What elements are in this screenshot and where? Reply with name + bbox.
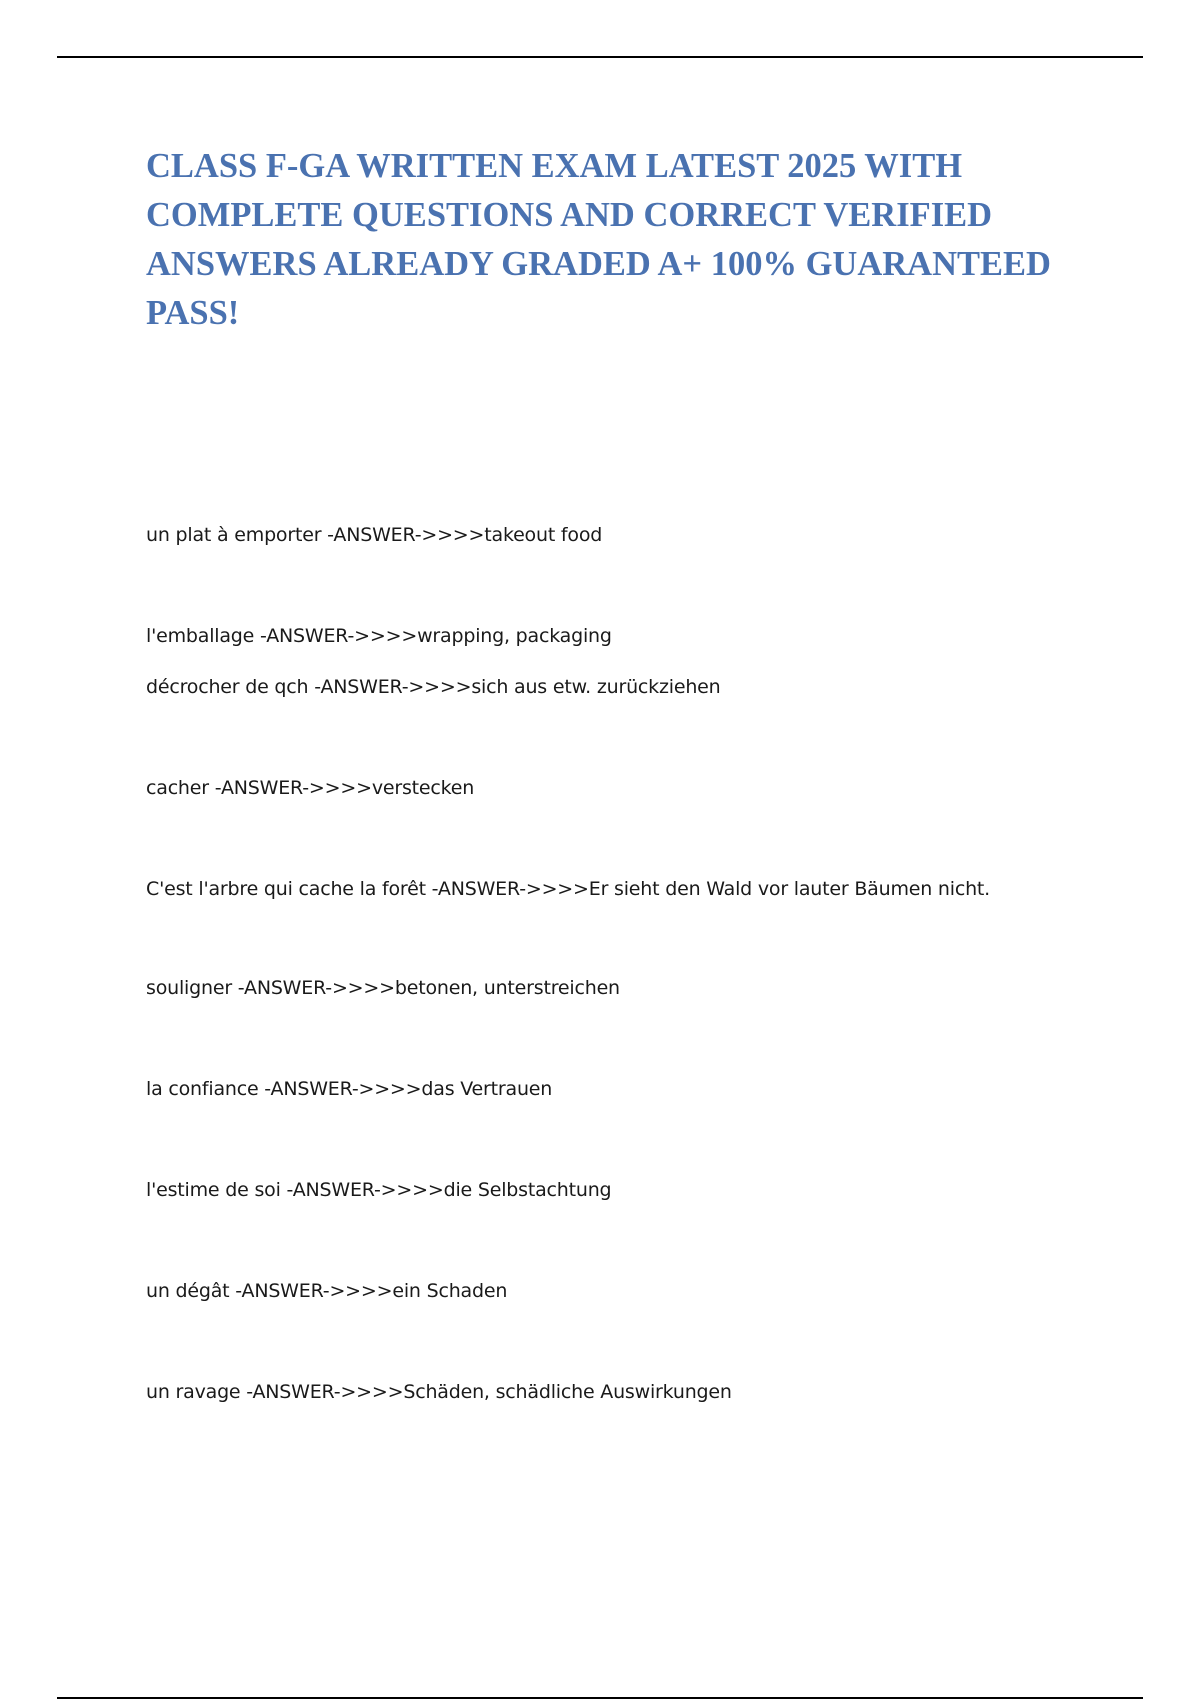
qa-term: souligner bbox=[146, 977, 232, 999]
qa-term: la confiance bbox=[146, 1078, 259, 1100]
qa-answer: sich aus etw. zurückziehen bbox=[471, 676, 721, 698]
answer-separator: -ANSWER->>>> bbox=[321, 524, 485, 546]
qa-item bbox=[146, 1279, 507, 1303]
qa-answer: takeout food bbox=[484, 524, 603, 546]
qa-item bbox=[146, 776, 474, 800]
qa-answer: das Vertrauen bbox=[421, 1078, 553, 1100]
qa-term: l'estime de soi bbox=[146, 1179, 281, 1201]
qa-item bbox=[146, 624, 612, 648]
answer-separator: -ANSWER->>>> bbox=[258, 1078, 422, 1100]
qa-term: l'emballage bbox=[146, 625, 255, 647]
answer-separator: -ANSWER->>>> bbox=[231, 977, 395, 999]
top-rule bbox=[57, 56, 1143, 58]
qa-item bbox=[146, 976, 620, 1000]
answer-separator: -ANSWER->>>> bbox=[240, 1381, 404, 1403]
qa-term: décrocher de qch bbox=[146, 676, 309, 698]
qa-item bbox=[146, 1077, 552, 1101]
answer-separator: -ANSWER->>>> bbox=[229, 1280, 393, 1302]
qa-item bbox=[146, 1178, 611, 1202]
answer-separator: -ANSWER->>>> bbox=[280, 1179, 444, 1201]
qa-answer: betonen, unterstreichen bbox=[394, 977, 620, 999]
qa-term: un dégât bbox=[146, 1280, 230, 1302]
qa-item bbox=[146, 675, 721, 699]
qa-answer: Schäden, schädliche Auswirkungen bbox=[403, 1381, 732, 1403]
qa-item bbox=[146, 1380, 732, 1404]
answer-separator: -ANSWER->>>> bbox=[308, 676, 472, 698]
qa-answer: verstecken bbox=[371, 777, 475, 799]
qa-answer: Er sieht den Wald vor lauter Bäumen nicht. bbox=[588, 878, 991, 900]
bottom-rule bbox=[57, 1697, 1143, 1699]
qa-answer: ein Schaden bbox=[392, 1280, 508, 1302]
answer-separator: -ANSWER->>>> bbox=[208, 777, 372, 799]
qa-term: un ravage bbox=[146, 1381, 241, 1403]
qa-term: C'est l'arbre qui cache la forêt bbox=[146, 878, 426, 900]
qa-term: cacher bbox=[146, 777, 209, 799]
qa-item bbox=[146, 877, 990, 901]
answer-separator: -ANSWER->>>> bbox=[254, 625, 418, 647]
document-title: CLASS F-GA WRITTEN EXAM LATEST 2025 WITH COMPLETE QUESTIONS AND CORRECT VERIFIED ANSWERS ALREADY GRADED A+ 100% GUARANTEED PASS! bbox=[146, 147, 1051, 332]
qa-answer: wrapping, packaging bbox=[417, 625, 612, 647]
qa-item bbox=[146, 523, 602, 547]
qa-term: un plat à emporter bbox=[146, 524, 322, 546]
answer-separator: -ANSWER->>>> bbox=[425, 878, 589, 900]
qa-answer: die Selbstachtung bbox=[443, 1179, 612, 1201]
